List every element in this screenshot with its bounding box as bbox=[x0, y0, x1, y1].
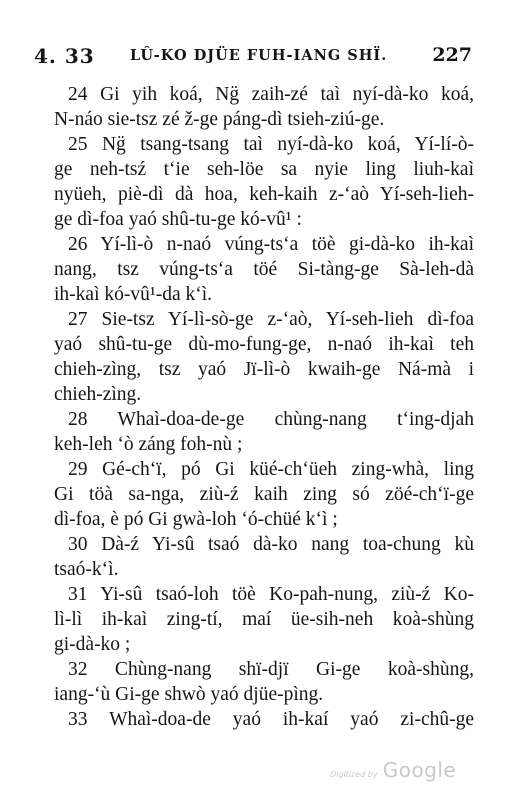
text-line: ge neh-tsź t‘ie seh-löe sa nyie ling liuh-kaì bbox=[54, 159, 474, 180]
chapter-verse-marker: 4. 33 bbox=[34, 44, 95, 68]
text-line: 25 Ng̈ tsang-tsang taì nyí-dà-ko koá, Yí-lí-ò- bbox=[68, 134, 474, 155]
google-logo: Google bbox=[382, 758, 457, 782]
text-line: 26 Yí-lì-ò n-naó vúng-ts‘a töè gi-dà-ko ih-kaì bbox=[68, 234, 474, 255]
running-header bbox=[34, 44, 472, 72]
page-number: 227 bbox=[432, 44, 472, 66]
text-line: dì-foa, è pó Gi gwà-loh ‘ó-chüé k‘ì ; bbox=[54, 509, 338, 530]
text-line: ih-kaì kó-vû¹-da k‘ì. bbox=[54, 284, 213, 305]
text-line: 30 Dà-ź Yi-sû tsaó dà-ko nang toa-chung kù bbox=[68, 534, 474, 555]
text-body bbox=[54, 82, 474, 732]
text-line: 33 Whaì-doa-de yaó ih-kaí yaó zi-chû-ge bbox=[68, 709, 474, 730]
text-line: chieh-zìng. bbox=[54, 384, 142, 405]
text-line: chieh-zìng, tsz yaó Jï-lì-ò kwaih-ge Ná-mà i bbox=[54, 359, 474, 380]
text-line: 32 Chùng-nang shï-djï Gi-ge koà-shùng, bbox=[68, 659, 474, 680]
text-line: Gi töà sa-nga, ziù-ź kaih zing só zöé-ch‘ï-ge bbox=[54, 484, 474, 505]
text-line: nyüeh, piè-dì dà hoa, keh-kaih z-‘aò Yí-seh-lieh- bbox=[54, 184, 474, 205]
text-line: ge dì-foa yaó shû-tu-ge kó-vû¹ : bbox=[54, 209, 302, 230]
text-line: tsaó-k‘ì. bbox=[54, 559, 119, 580]
digitization-watermark bbox=[330, 758, 456, 782]
text-line: N-náo sie-tsz zé ž-ge páng-dì tsieh-ziú-ge. bbox=[54, 109, 385, 130]
text-line: 27 Sie-tsz Yí-lì-sò-ge z-‘aò, Yí-seh-lieh dì-foa bbox=[68, 309, 474, 330]
text-line: 28 Whaì-doa-de-ge chùng-nang t‘ing-djah bbox=[68, 409, 474, 430]
text-line: 29 Gé-ch‘ï, pó Gi küé-ch‘üeh zing-whà, ling bbox=[68, 459, 474, 480]
text-line: 31 Yi-sû tsaó-loh töè Ko-pah-nung, ziù-ź Ko- bbox=[68, 584, 474, 605]
text-line: iang-‘ù Gi-ge shwò yaó djüe-pìng. bbox=[54, 684, 324, 705]
text-line: lì-lì ih-kaì zing-tí, maí üe-sih-neh koà-shùng bbox=[54, 609, 474, 630]
text-line: 24 Gi yih koá, Ng̈ zaih-zé taì nyí-dà-ko koá, bbox=[68, 84, 474, 105]
text-line: gi-dà-ko ; bbox=[54, 634, 131, 655]
text-line: yaó shû-tu-ge dù-mo-fung-ge, n-naó ih-kaì teh bbox=[54, 334, 474, 355]
running-title: LÛ-KO DJÜE FUH-IANG SHÏ. bbox=[130, 47, 388, 64]
watermark-prefix: Digitized by bbox=[330, 770, 378, 779]
text-line: keh-leh ‘ò záng foh-nù ; bbox=[54, 434, 243, 455]
text-line: nang, tsz vúng-ts‘a töé Si-tàng-ge Sà-leh-dà bbox=[54, 259, 474, 280]
